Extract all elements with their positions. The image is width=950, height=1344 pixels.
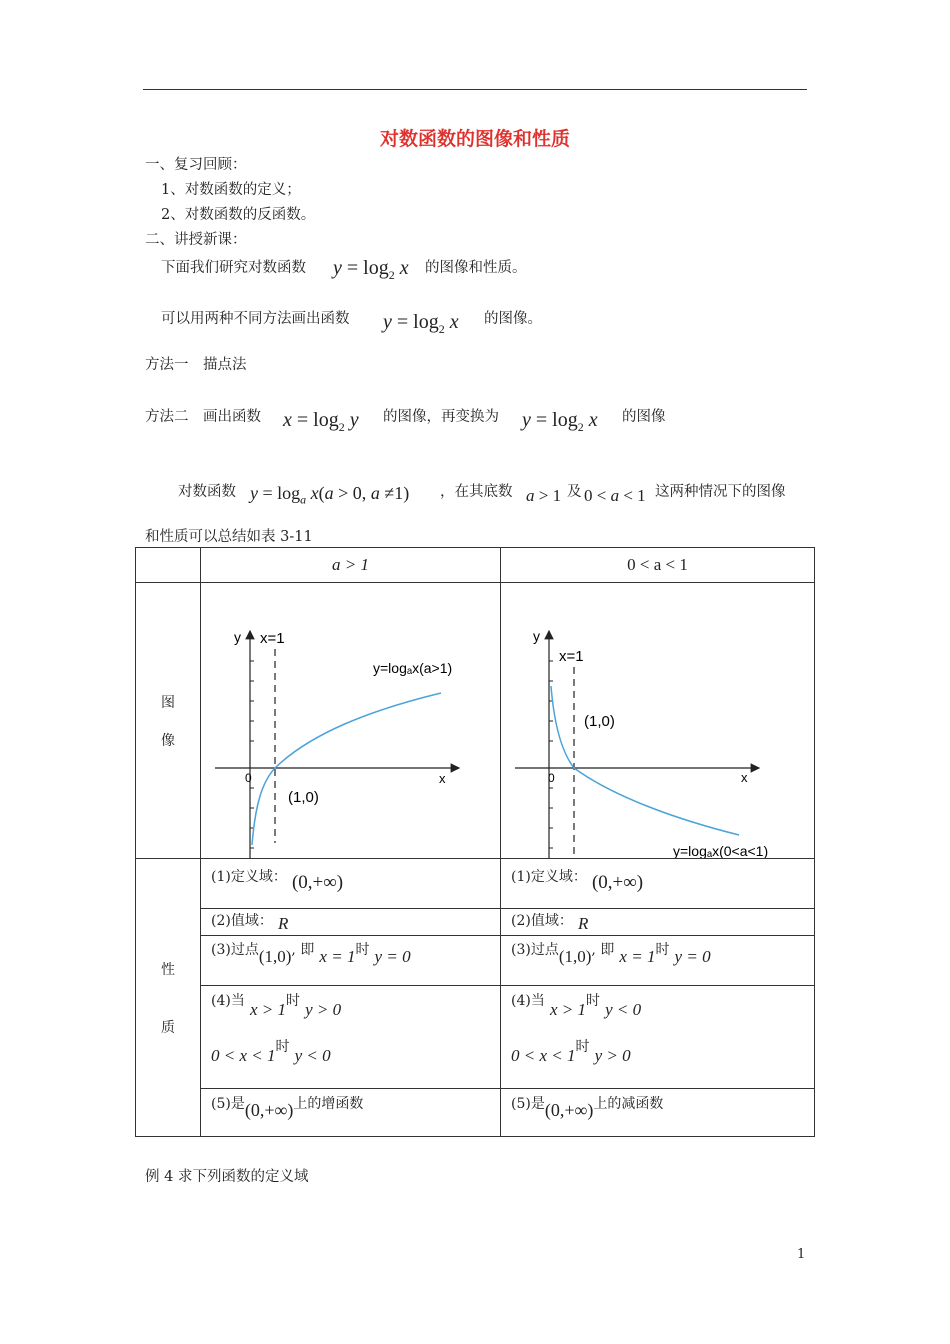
formula-log2x-3: $y = \log_2 x$ [522, 409, 598, 434]
header-0-a-1 [501, 548, 815, 583]
prop3-point: (1,0) [558, 947, 592, 966]
review-item-1: 1、对数函数的定义； [161, 182, 301, 198]
review-item-2: 2、对数函数的反函数。 [161, 207, 316, 223]
prop1-label: (1)定义域： [511, 869, 587, 885]
prop2-value: R [277, 914, 289, 933]
y-label: y [234, 629, 241, 645]
prop4-right [501, 986, 815, 1089]
summary-and: 及 [567, 484, 582, 500]
prop4-shi: 时 [575, 1039, 590, 1055]
prop5-left [201, 1089, 501, 1137]
example-heading: 例 4 求下列函数的定义域 [145, 1169, 309, 1185]
page-number: 1 [797, 1247, 806, 1262]
prop3-y: y = 0 [674, 947, 711, 966]
point-label: (1,0) [584, 713, 615, 730]
methods-text: 可以用两种不同方法画出函数 [161, 311, 350, 327]
intro-text: 下面我们研究对数函数 [161, 260, 306, 276]
prop4a-cond: x > 1 [549, 1000, 586, 1019]
prop4b-cond: 0 < x < 1 [211, 1046, 276, 1065]
prop1-label: (1)定义域： [211, 869, 287, 885]
methods-text-end: 的图像。 [484, 311, 542, 327]
summary-text: 对数函数 [178, 484, 236, 500]
row-label-props [136, 859, 201, 1137]
prop4-label: (4)当 [211, 993, 245, 1009]
prop4b-y: y < 0 [294, 1046, 331, 1065]
row-label-props-2: 质 [161, 1019, 175, 1036]
prop1-right [501, 859, 815, 909]
method-two-end: 的图像 [622, 409, 666, 425]
prop3-shi: 时 [355, 942, 370, 958]
vline-label: x=1 [559, 648, 584, 665]
prop1-value: (0,+∞) [591, 872, 644, 893]
row-label-image-2: 像 [161, 732, 175, 749]
y-label: y [533, 628, 540, 644]
graph-decreasing [501, 583, 814, 858]
prop3-y: y = 0 [374, 947, 411, 966]
formula-a-gt-1: a > 1 [526, 486, 562, 505]
prop3-mid: , 即 [291, 942, 315, 958]
prop4-label: (4)当 [511, 993, 545, 1009]
prop3-label: (3)过点 [511, 942, 559, 958]
method-one: 方法一 描点法 [145, 357, 247, 373]
log-curve-decreasing [551, 686, 739, 835]
summary-end: 这两种情况下的图像 [655, 484, 786, 500]
formula-log2x-2: $y = \log_2 x$ [383, 311, 459, 336]
prop5-label: (5)是 [511, 1096, 545, 1112]
page-title: 对数函数的图像和性质 [379, 128, 570, 150]
formula-log2y: $x = \log_2 y$ [283, 409, 359, 434]
formula-logax: $y = \log_a x(a > 0$, a ≠1) [250, 483, 410, 507]
prop4b-y: y > 0 [594, 1046, 631, 1065]
prop3-label: (3)过点 [211, 942, 259, 958]
origin-label: 0 [245, 771, 252, 785]
row-label-image [136, 583, 201, 859]
formula-log2x: $y = \log_2 x$ [333, 257, 409, 282]
prop2-label: (2)值域： [511, 913, 573, 929]
summary-line-2: 和性质可以总结如表 3-11 [145, 529, 313, 545]
header-a-gt-1-text: a > 1 [332, 555, 369, 574]
origin-label: 0 [548, 771, 555, 785]
prop1-value: (0,+∞) [291, 872, 344, 893]
prop5-text: 上的增函数 [293, 1096, 364, 1112]
table-corner [136, 548, 201, 583]
point-label: (1,0) [288, 789, 319, 806]
method-two-mid: 的图像，再变换为 [383, 409, 499, 425]
prop1-left [201, 859, 501, 909]
prop3-point: (1,0) [258, 947, 292, 966]
log-curve-increasing [252, 693, 441, 845]
prop5-interval: (0,+∞) [244, 1100, 294, 1120]
prop4a-cond: x > 1 [249, 1000, 286, 1019]
row-label-image-1: 图 [161, 694, 175, 711]
lesson-heading: 二、讲授新课： [145, 232, 247, 248]
vline-label: x=1 [260, 630, 285, 647]
formula-0-a-1: 0 < a < 1 [584, 486, 646, 505]
prop4-shi: 时 [275, 1039, 290, 1055]
curve-label: y=logₐx(0<a<1) [673, 843, 769, 858]
prop5-text: 上的减函数 [593, 1096, 664, 1112]
header-0-a-1-text: 0 < a < 1 [627, 555, 688, 574]
prop5-interval: (0,+∞) [544, 1100, 594, 1120]
prop4a-y: y > 0 [305, 1000, 342, 1019]
prop3-mid: , 即 [591, 942, 615, 958]
prop2-label: (2)值域： [211, 913, 273, 929]
prop3-x: x = 1 [319, 947, 356, 966]
prop3-x: x = 1 [619, 947, 656, 966]
properties-table [135, 547, 815, 1137]
graph-cell-increasing [201, 583, 501, 859]
prop4-left [201, 986, 501, 1089]
summary-mid: ，在其底数 [440, 484, 513, 500]
review-heading: 一、复习回顾： [145, 157, 247, 173]
header-rule [143, 89, 807, 90]
curve-label: y=logₐx(a>1) [373, 660, 453, 676]
prop5-right [501, 1089, 815, 1137]
header-a-gt-1 [201, 548, 501, 583]
prop2-right [501, 909, 815, 936]
prop2-value: R [577, 914, 589, 933]
x-label: x [741, 770, 748, 785]
x-label: x [439, 771, 446, 786]
prop4-shi: 时 [585, 993, 600, 1009]
prop3-right [501, 936, 815, 986]
method-two: 方法二 画出函数 [145, 409, 261, 425]
prop4a-y: y < 0 [605, 1000, 642, 1019]
row-label-props-1: 性 [161, 961, 175, 978]
prop3-left [201, 936, 501, 986]
prop3-shi: 时 [655, 942, 670, 958]
prop5-label: (5)是 [211, 1096, 245, 1112]
graph-increasing [201, 583, 500, 858]
prop4-shi: 时 [285, 993, 300, 1009]
graph-cell-decreasing [501, 583, 815, 859]
prop2-left [201, 909, 501, 936]
prop4b-cond: 0 < x < 1 [511, 1046, 576, 1065]
intro-text-end: 的图像和性质。 [425, 260, 527, 276]
